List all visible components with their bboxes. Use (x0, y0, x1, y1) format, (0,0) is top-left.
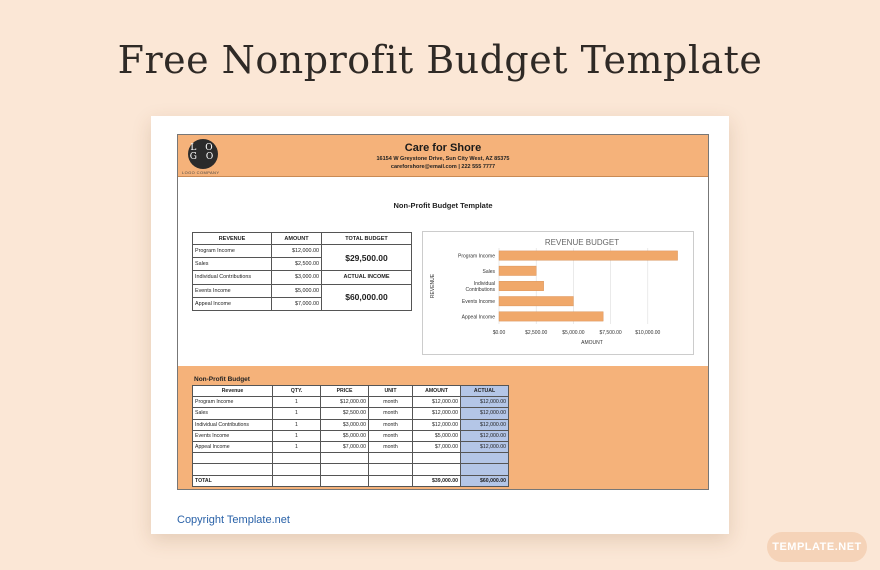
x-tick-label: $2,500.00 (525, 330, 548, 336)
revenue-label: Individual Contributions (193, 271, 272, 284)
detail-qty: 1 (273, 397, 321, 408)
detail-cell (193, 464, 273, 475)
x-tick-label: $0.00 (492, 330, 506, 336)
revenue-chart-svg (423, 232, 695, 356)
detail-cell (273, 453, 321, 464)
table-row (193, 397, 509, 408)
actual-income-value: $60,000.00 (322, 284, 412, 310)
revenue-header: REVENUE (193, 233, 272, 245)
revenue-table (192, 232, 412, 311)
detail-cell (321, 453, 369, 464)
org-contact: careforshore@email.com | 222 555 7777 (390, 164, 496, 170)
detail-header: UNIT (369, 386, 413, 397)
detail-actual: $12,000.00 (461, 408, 509, 419)
detail-unit: month (369, 441, 413, 452)
org-name: Care for Shore (404, 142, 482, 154)
detail-table (192, 385, 509, 487)
detail-revenue: Individual Contributions (193, 419, 273, 430)
detail-qty: 1 (273, 408, 321, 419)
detail-revenue: Sales (193, 408, 273, 419)
table-row (193, 408, 509, 419)
y-tick-label: Sales (482, 268, 495, 275)
detail-cell (321, 475, 369, 486)
table-row (193, 464, 509, 475)
detail-header: QTY. (273, 386, 321, 397)
bar (499, 251, 678, 260)
watermark-badge: TEMPLATE.NET (767, 532, 867, 562)
revenue-amount: $3,000.00 (272, 271, 322, 284)
logo: L O G O (188, 139, 218, 169)
template-preview (151, 116, 729, 534)
detail-cell (273, 464, 321, 475)
revenue-chart (422, 231, 694, 355)
revenue-label: Events Income (193, 284, 272, 297)
detail-amount: $5,000.00 (413, 430, 461, 441)
detail-cell (273, 475, 321, 486)
budget-document (177, 134, 709, 490)
y-tick-label: Contributions (465, 287, 495, 293)
page-title: Free Nonprofit Budget Template (117, 38, 763, 82)
total-amount: $39,000.00 (413, 475, 461, 486)
revenue-amount: $2,500.00 (272, 258, 322, 271)
detail-unit: month (369, 419, 413, 430)
total-budget-header: TOTAL BUDGET (322, 233, 412, 245)
copyright-link[interactable]: Copyright Template.net (177, 514, 290, 526)
detail-qty: 1 (273, 430, 321, 441)
table-row (193, 419, 509, 430)
bar (499, 312, 603, 321)
total-actual: $60,000.00 (461, 475, 509, 486)
y-tick-label: Program Income (458, 253, 495, 260)
chart-title: REVENUE BUDGET (544, 238, 620, 247)
detail-actual: $12,000.00 (461, 441, 509, 452)
x-axis-label: AMOUNT (581, 340, 603, 346)
detail-amount: $12,000.00 (413, 408, 461, 419)
logo-subtext: LOGO COMPANY (182, 170, 220, 175)
detail-cell (369, 453, 413, 464)
revenue-amount: $12,000.00 (272, 245, 322, 258)
detail-actual: $12,000.00 (461, 430, 509, 441)
total-budget-value: $29,500.00 (322, 245, 412, 271)
document-title: Non-Profit Budget Template (393, 201, 493, 210)
detail-unit: month (369, 408, 413, 419)
detail-qty: 1 (273, 441, 321, 452)
detail-header: Revenue (193, 386, 273, 397)
detail-header: ACTUAL (461, 386, 509, 397)
detail-cell (461, 453, 509, 464)
detail-revenue: Events Income (193, 430, 273, 441)
y-tick-label: Events Income (461, 299, 495, 306)
detail-actual: $12,000.00 (461, 397, 509, 408)
detail-cell (413, 453, 461, 464)
detail-amount: $12,000.00 (413, 397, 461, 408)
total-label: TOTAL (193, 475, 273, 486)
detail-unit: month (369, 397, 413, 408)
x-tick-label: $10,000.00 (635, 330, 661, 336)
x-tick-label: $5,000.00 (562, 330, 585, 336)
detail-cell (369, 464, 413, 475)
detail-price: $7,000.00 (321, 441, 369, 452)
revenue-amount: $7,000.00 (272, 297, 322, 310)
detail-amount: $7,000.00 (413, 441, 461, 452)
revenue-label: Program Income (193, 245, 272, 258)
revenue-label: Appeal Income (193, 297, 272, 310)
detail-revenue: Appeal Income (193, 441, 273, 452)
detail-amount: $12,000.00 (413, 419, 461, 430)
bar (499, 266, 536, 275)
detail-qty: 1 (273, 419, 321, 430)
detail-cell (193, 453, 273, 464)
y-axis-label: REVENUE (430, 273, 436, 299)
detail-revenue: Program Income (193, 397, 273, 408)
detail-cell (369, 475, 413, 486)
document-header (178, 135, 708, 177)
detail-cell (461, 464, 509, 475)
detail-cell (413, 464, 461, 475)
detail-unit: month (369, 430, 413, 441)
bar (499, 296, 573, 305)
detail-header: AMOUNT (413, 386, 461, 397)
revenue-label: Sales (193, 258, 272, 271)
revenue-amount: $5,000.00 (272, 284, 322, 297)
detail-price: $3,000.00 (321, 419, 369, 430)
table-row (193, 430, 509, 441)
detail-price: $2,500.00 (321, 408, 369, 419)
actual-income-header: ACTUAL INCOME (322, 271, 412, 284)
table-row (193, 441, 509, 452)
bar (499, 281, 544, 290)
y-tick-label: Appeal Income (461, 314, 495, 321)
x-tick-label: $7,500.00 (599, 330, 622, 336)
detail-title: Non-Profit Budget (194, 376, 250, 383)
y-tick-label: Individual (473, 281, 495, 287)
amount-header: AMOUNT (272, 233, 322, 245)
detail-price: $5,000.00 (321, 430, 369, 441)
detail-cell (321, 464, 369, 475)
detail-header: PRICE (321, 386, 369, 397)
org-address: 16154 W Greystone Drive, Sun City West, AZ 85375 (376, 156, 510, 162)
detail-price: $12,000.00 (321, 397, 369, 408)
detail-actual: $12,000.00 (461, 419, 509, 430)
table-row (193, 453, 509, 464)
